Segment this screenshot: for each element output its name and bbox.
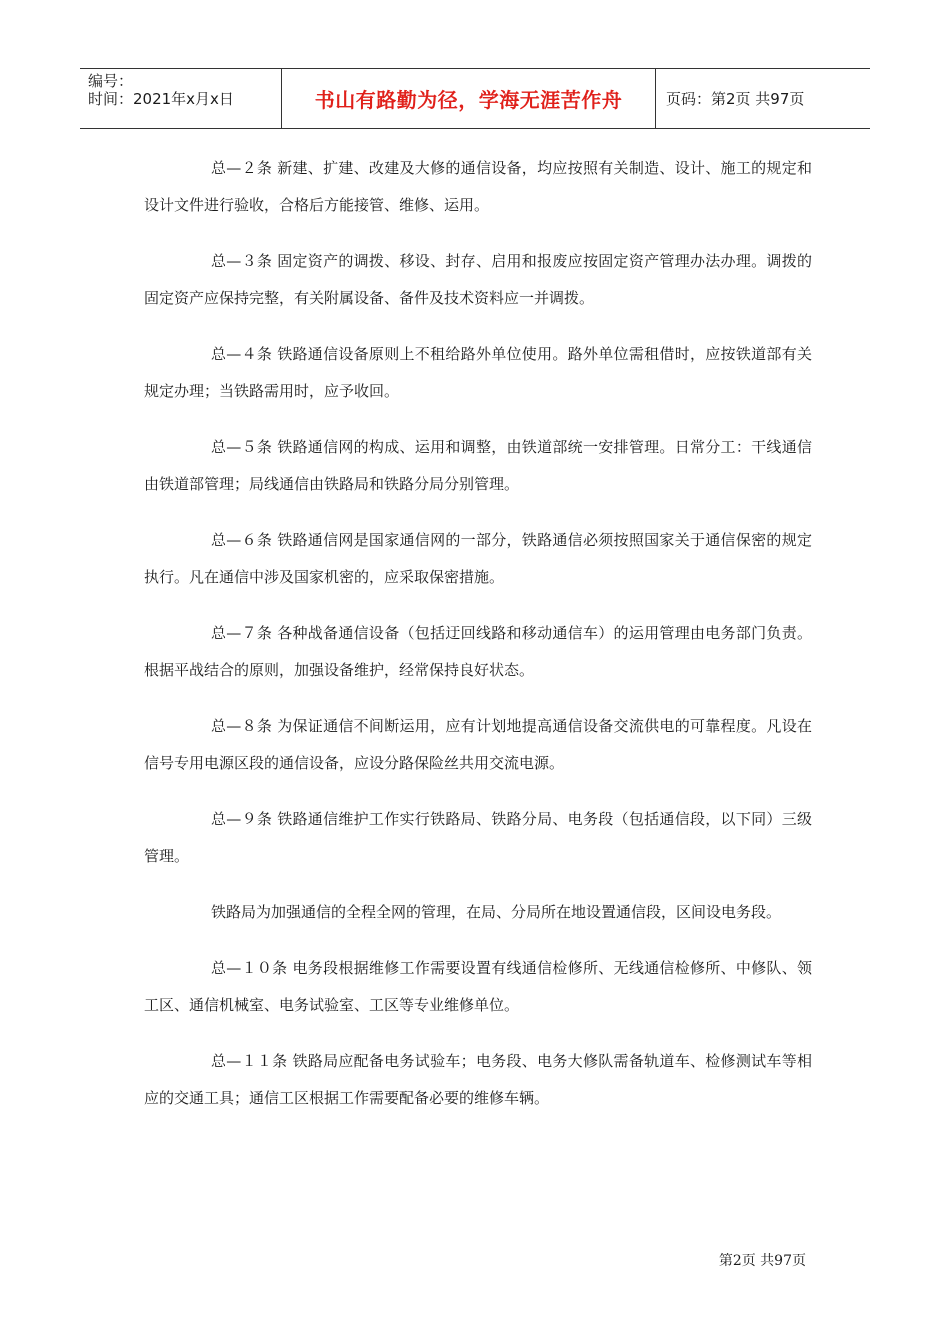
paragraph: 总—７条 各种战备通信设备（包括迂回线路和移动通信车）的运用管理由电务部门负责。根据平战结合的原则，加强设备维护，经常保持良好状态。 xyxy=(144,624,812,679)
document-body xyxy=(144,150,812,1136)
paragraph: 总—５条 铁路通信网的构成、运用和调整，由铁道部统一安排管理。日常分工：干线通信由铁道部管理；局线通信由铁路局和铁路分局分别管理。 xyxy=(144,438,812,493)
document-number-label: 编号： xyxy=(88,72,134,90)
footer-page-number: 第2页 共97页 xyxy=(718,1253,806,1269)
document-date-label: 时间：2021年x月x日 xyxy=(88,90,234,108)
paragraph: 总—３条 固定资产的调拨、移设、封存、启用和报废应按固定资产管理办法办理。调拨的固定资产应保持完整，有关附属设备、备件及技术资料应一并调拨。 xyxy=(144,252,812,307)
header-motto: 书山有路勤为径，学海无涯苦作舟 xyxy=(282,69,656,128)
paragraph: 总—９条 铁路通信维护工作实行铁路局、铁路分局、电务段（包括通信段，以下同）三级管理。 xyxy=(144,810,812,865)
paragraph: 总—８条 为保证通信不间断运用，应有计划地提高通信设备交流供电的可靠程度。凡设在信号专用电源区段的通信设备，应设分路保险丝共用交流电源。 xyxy=(144,717,812,772)
paragraph: 总—１０条 电务段根据维修工作需要设置有线通信检修所、无线通信检修所、中修队、领工区、通信机械室、电务试验室、工区等专业维修单位。 xyxy=(144,959,812,1014)
paragraph: 铁路局为加强通信的全程全网的管理，在局、分局所在地设置通信段，区间设电务段。 xyxy=(211,903,782,921)
header-meta xyxy=(80,69,282,128)
header-page-number: 页码：第2页 共97页 xyxy=(666,90,805,108)
document-header xyxy=(80,68,870,129)
paragraph: 总—１１条 铁路局应配备电务试验车；电务段、电务大修队需备轨道车、检修测试车等相应的交通工具；通信工区根据工作需要配备必要的维修车辆。 xyxy=(144,1052,812,1107)
paragraph: 总—２条 新建、扩建、改建及大修的通信设备，均应按照有关制造、设计、施工的规定和设计文件进行验收，合格后方能接管、维修、运用。 xyxy=(144,159,812,214)
paragraph: 总—６条 铁路通信网是国家通信网的一部分，铁路通信必须按照国家关于通信保密的规定执行。凡在通信中涉及国家机密的，应采取保密措施。 xyxy=(144,531,812,586)
paragraph: 总—４条 铁路通信设备原则上不租给路外单位使用。路外单位需租借时，应按铁道部有关规定办理；当铁路需用时，应予收回。 xyxy=(144,345,812,400)
